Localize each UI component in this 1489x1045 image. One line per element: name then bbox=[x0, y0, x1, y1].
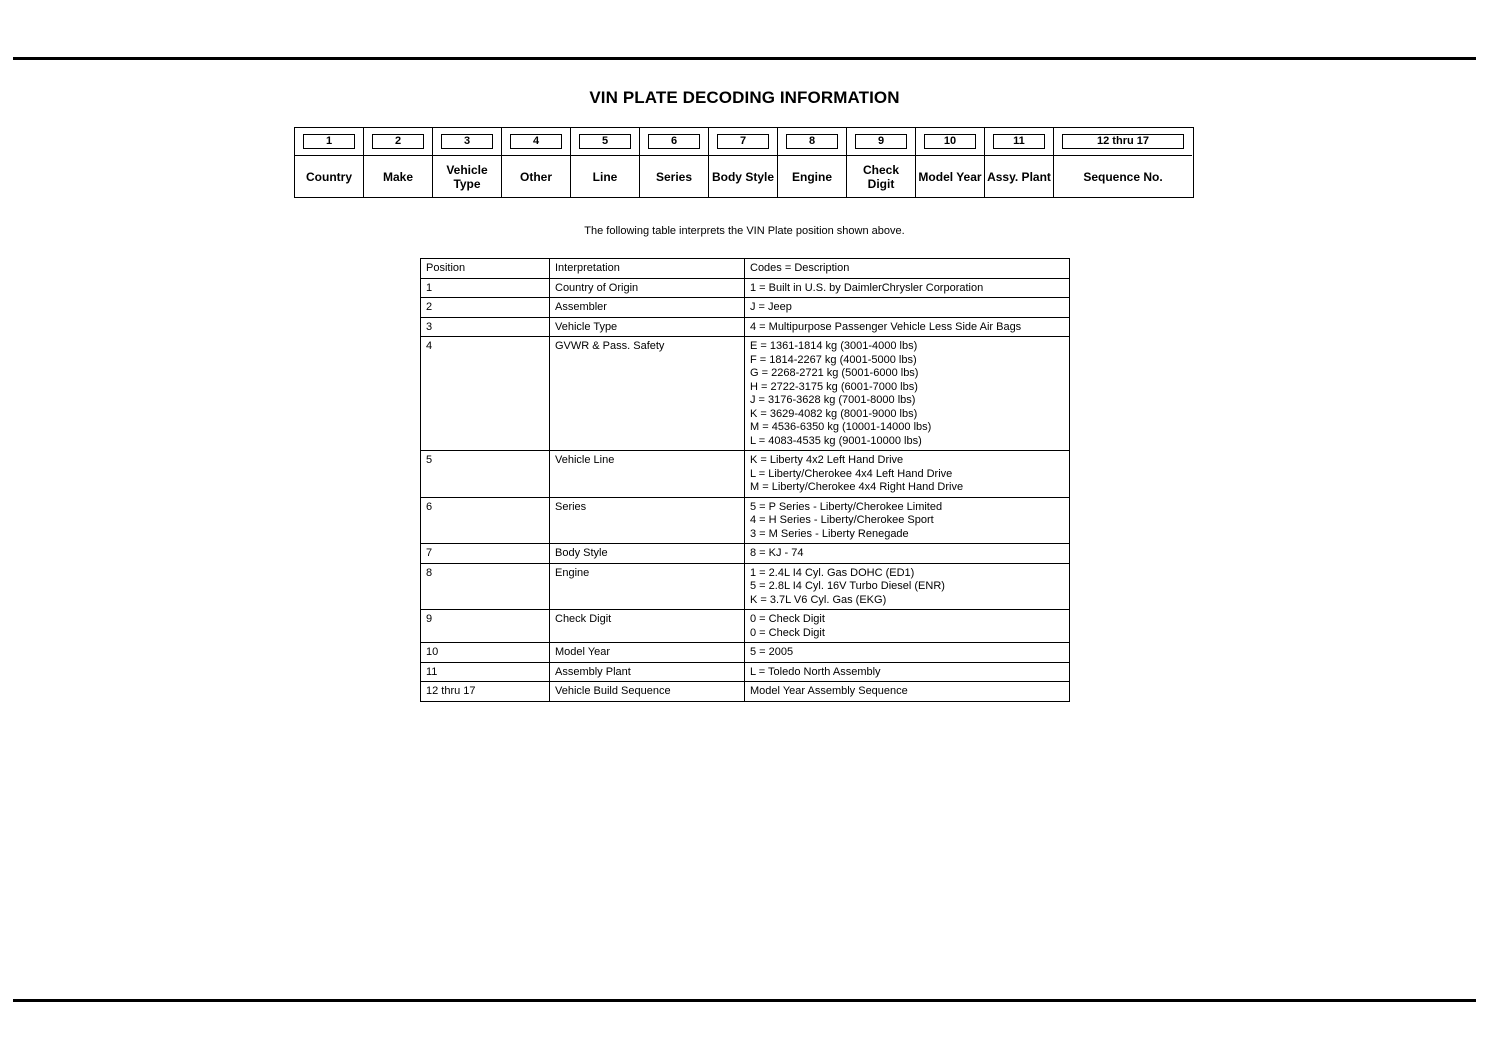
vin-position-7 bbox=[709, 128, 778, 197]
page-title: VIN PLATE DECODING INFORMATION bbox=[589, 88, 900, 107]
vin-position-number: 9 bbox=[855, 134, 907, 149]
vin-position-number-row bbox=[916, 128, 984, 156]
vin-position-number: 10 bbox=[924, 134, 976, 149]
vin-position-3 bbox=[433, 128, 502, 197]
code-line: L = 4083-4535 kg (9001-10000 lbs) bbox=[750, 434, 922, 447]
row-interpretation: Assembly Plant bbox=[550, 662, 745, 682]
vin-position-label: Model Year bbox=[918, 169, 982, 184]
vin-decoding-table bbox=[420, 258, 1070, 702]
vin-position-number-row bbox=[778, 128, 846, 156]
table-row bbox=[421, 662, 1070, 682]
table-row bbox=[421, 682, 1070, 702]
row-position: 8 bbox=[421, 563, 550, 610]
row-codes bbox=[745, 451, 1070, 498]
vin-position-number-row bbox=[1054, 128, 1192, 156]
row-interpretation: Country of Origin bbox=[550, 278, 745, 298]
bottom-rule bbox=[13, 999, 1476, 1002]
table-row bbox=[421, 643, 1070, 663]
code-line: 1 = Built in U.S. by DaimlerChrysler Corporation bbox=[750, 281, 984, 294]
row-position: 1 bbox=[421, 278, 550, 298]
code-line: 5 = P Series - Liberty/Cherokee Limited bbox=[750, 500, 943, 513]
row-position: 5 bbox=[421, 451, 550, 498]
code-line: 4 = H Series - Liberty/Cherokee Sport bbox=[750, 514, 934, 526]
table-row bbox=[421, 337, 1070, 451]
table-row bbox=[421, 610, 1070, 643]
vin-position-1 bbox=[295, 128, 364, 197]
vin-position-number-row bbox=[709, 128, 777, 156]
header-interpretation: Interpretation bbox=[550, 259, 745, 279]
code-line: K = Liberty 4x2 Left Hand Drive bbox=[750, 454, 904, 466]
vin-position-label: Make bbox=[382, 169, 414, 184]
header-position: Position bbox=[421, 259, 550, 279]
vin-position-number-row bbox=[847, 128, 915, 156]
vin-plate bbox=[294, 127, 1194, 198]
code-line: 8 = KJ - 74 bbox=[750, 547, 804, 559]
vin-position-number: 2 bbox=[372, 134, 424, 149]
row-interpretation: GVWR & Pass. Safety bbox=[550, 337, 745, 451]
vin-position-label: Body Style bbox=[711, 169, 774, 184]
vin-position-label: Assy. Plant bbox=[987, 169, 1051, 184]
row-position: 12 thru 17 bbox=[421, 682, 550, 702]
header-codes: Codes = Description bbox=[745, 259, 1070, 279]
vin-position-number-row bbox=[433, 128, 501, 156]
row-codes bbox=[745, 337, 1070, 451]
row-interpretation: Engine bbox=[550, 563, 745, 610]
vin-position-number: 11 bbox=[993, 134, 1045, 149]
code-line: 5 = 2.8L I4 Cyl. 16V Turbo Diesel (ENR) bbox=[750, 580, 945, 592]
row-interpretation: Assembler bbox=[550, 298, 745, 318]
code-line: 0 = Check Digit bbox=[750, 613, 825, 625]
code-line: J = 3176-3628 kg (7001-8000 lbs) bbox=[750, 394, 916, 406]
intro-text: The following table interprets the VIN Plate position shown above. bbox=[584, 225, 905, 237]
vin-position-9 bbox=[847, 128, 916, 197]
vin-position-number: 3 bbox=[441, 134, 493, 149]
code-line: M = 4536-6350 kg (10001-14000 lbs) bbox=[750, 421, 932, 433]
code-line: M = Liberty/Cherokee 4x4 Right Hand Drive bbox=[750, 481, 964, 493]
code-line: K = 3629-4082 kg (8001-9000 lbs) bbox=[750, 407, 918, 420]
vin-position-label: Other bbox=[519, 169, 552, 184]
vin-position-number-row bbox=[985, 128, 1053, 156]
vin-position-5 bbox=[571, 128, 640, 197]
vin-position-label: Series bbox=[655, 169, 693, 184]
row-codes bbox=[745, 662, 1070, 682]
vin-position-number: 6 bbox=[648, 134, 700, 149]
vin-position-label: Line bbox=[592, 169, 618, 184]
vin-position-8 bbox=[778, 128, 847, 197]
code-line: G = 2268-2721 kg (5001-6000 lbs) bbox=[750, 367, 919, 379]
vin-position-number-row bbox=[295, 128, 363, 156]
code-line: 1 = 2.4L I4 Cyl. Gas DOHC (ED1) bbox=[750, 566, 915, 579]
row-position: 7 bbox=[421, 544, 550, 564]
vin-position-number: 8 bbox=[786, 134, 838, 149]
code-line: E = 1361-1814 kg (3001-4000 lbs) bbox=[750, 340, 918, 352]
row-interpretation: Vehicle Line bbox=[550, 451, 745, 498]
row-interpretation: Vehicle Build Sequence bbox=[550, 682, 745, 702]
code-line: L = Liberty/Cherokee 4x4 Left Hand Drive bbox=[750, 467, 953, 480]
code-line: H = 2722-3175 kg (6001-7000 lbs) bbox=[750, 380, 918, 393]
row-codes bbox=[745, 643, 1070, 663]
row-interpretation: Model Year bbox=[550, 643, 745, 663]
table-row bbox=[421, 317, 1070, 337]
vin-position-label: Vehicle Type bbox=[446, 162, 488, 191]
code-line: 0 = Check Digit bbox=[750, 626, 825, 639]
vin-position-10 bbox=[916, 128, 985, 197]
row-interpretation: Vehicle Type bbox=[550, 317, 745, 337]
vin-position-number: 4 bbox=[510, 134, 562, 149]
vin-position-label: Check Digit bbox=[862, 162, 900, 191]
code-line: Model Year Assembly Sequence bbox=[750, 685, 908, 697]
vin-position-label: Sequence No. bbox=[1083, 169, 1163, 184]
vin-position-label: Country bbox=[306, 169, 352, 184]
code-line: F = 1814-2267 kg (4001-5000 lbs) bbox=[750, 353, 917, 366]
code-line: K = 3.7L V6 Cyl. Gas (EKG) bbox=[750, 593, 887, 606]
vin-position-label: Engine bbox=[791, 169, 832, 184]
vin-position-number: 12 thru 17 bbox=[1062, 134, 1184, 149]
vin-position-number: 7 bbox=[717, 134, 769, 149]
code-line: J = Jeep bbox=[750, 301, 792, 313]
row-codes bbox=[745, 682, 1070, 702]
table-row bbox=[421, 451, 1070, 498]
row-codes bbox=[745, 610, 1070, 643]
vin-position-12 bbox=[1054, 128, 1192, 197]
row-codes bbox=[745, 298, 1070, 318]
row-interpretation: Series bbox=[550, 497, 745, 544]
vin-position-11 bbox=[985, 128, 1054, 197]
table-row bbox=[421, 563, 1070, 610]
row-position: 9 bbox=[421, 610, 550, 643]
row-position: 4 bbox=[421, 337, 550, 451]
table-header-row bbox=[421, 259, 1070, 279]
row-position: 11 bbox=[421, 662, 550, 682]
vin-position-4 bbox=[502, 128, 571, 197]
row-position: 10 bbox=[421, 643, 550, 663]
code-line: L = Toledo North Assembly bbox=[750, 665, 881, 678]
code-line: 3 = M Series - Liberty Renegade bbox=[750, 527, 909, 540]
vin-position-number: 5 bbox=[579, 134, 631, 149]
code-line: 5 = 2005 bbox=[750, 646, 794, 658]
row-codes bbox=[745, 317, 1070, 337]
row-interpretation: Check Digit bbox=[550, 610, 745, 643]
vin-position-6 bbox=[640, 128, 709, 197]
code-line: 4 = Multipurpose Passenger Vehicle Less Side Air Bags bbox=[750, 320, 1022, 333]
row-position: 3 bbox=[421, 317, 550, 337]
table-row bbox=[421, 298, 1070, 318]
vin-position-number-row bbox=[571, 128, 639, 156]
row-codes bbox=[745, 563, 1070, 610]
table-row bbox=[421, 497, 1070, 544]
vin-position-2 bbox=[364, 128, 433, 197]
row-codes bbox=[745, 497, 1070, 544]
table-row bbox=[421, 278, 1070, 298]
row-codes bbox=[745, 544, 1070, 564]
row-codes bbox=[745, 278, 1070, 298]
vin-position-number-row bbox=[502, 128, 570, 156]
vin-position-number-row bbox=[364, 128, 432, 156]
table-row bbox=[421, 544, 1070, 564]
row-position: 6 bbox=[421, 497, 550, 544]
vin-position-number-row bbox=[640, 128, 708, 156]
vin-position-number: 1 bbox=[303, 134, 355, 149]
row-position: 2 bbox=[421, 298, 550, 318]
top-rule bbox=[13, 57, 1476, 60]
row-interpretation: Body Style bbox=[550, 544, 745, 564]
